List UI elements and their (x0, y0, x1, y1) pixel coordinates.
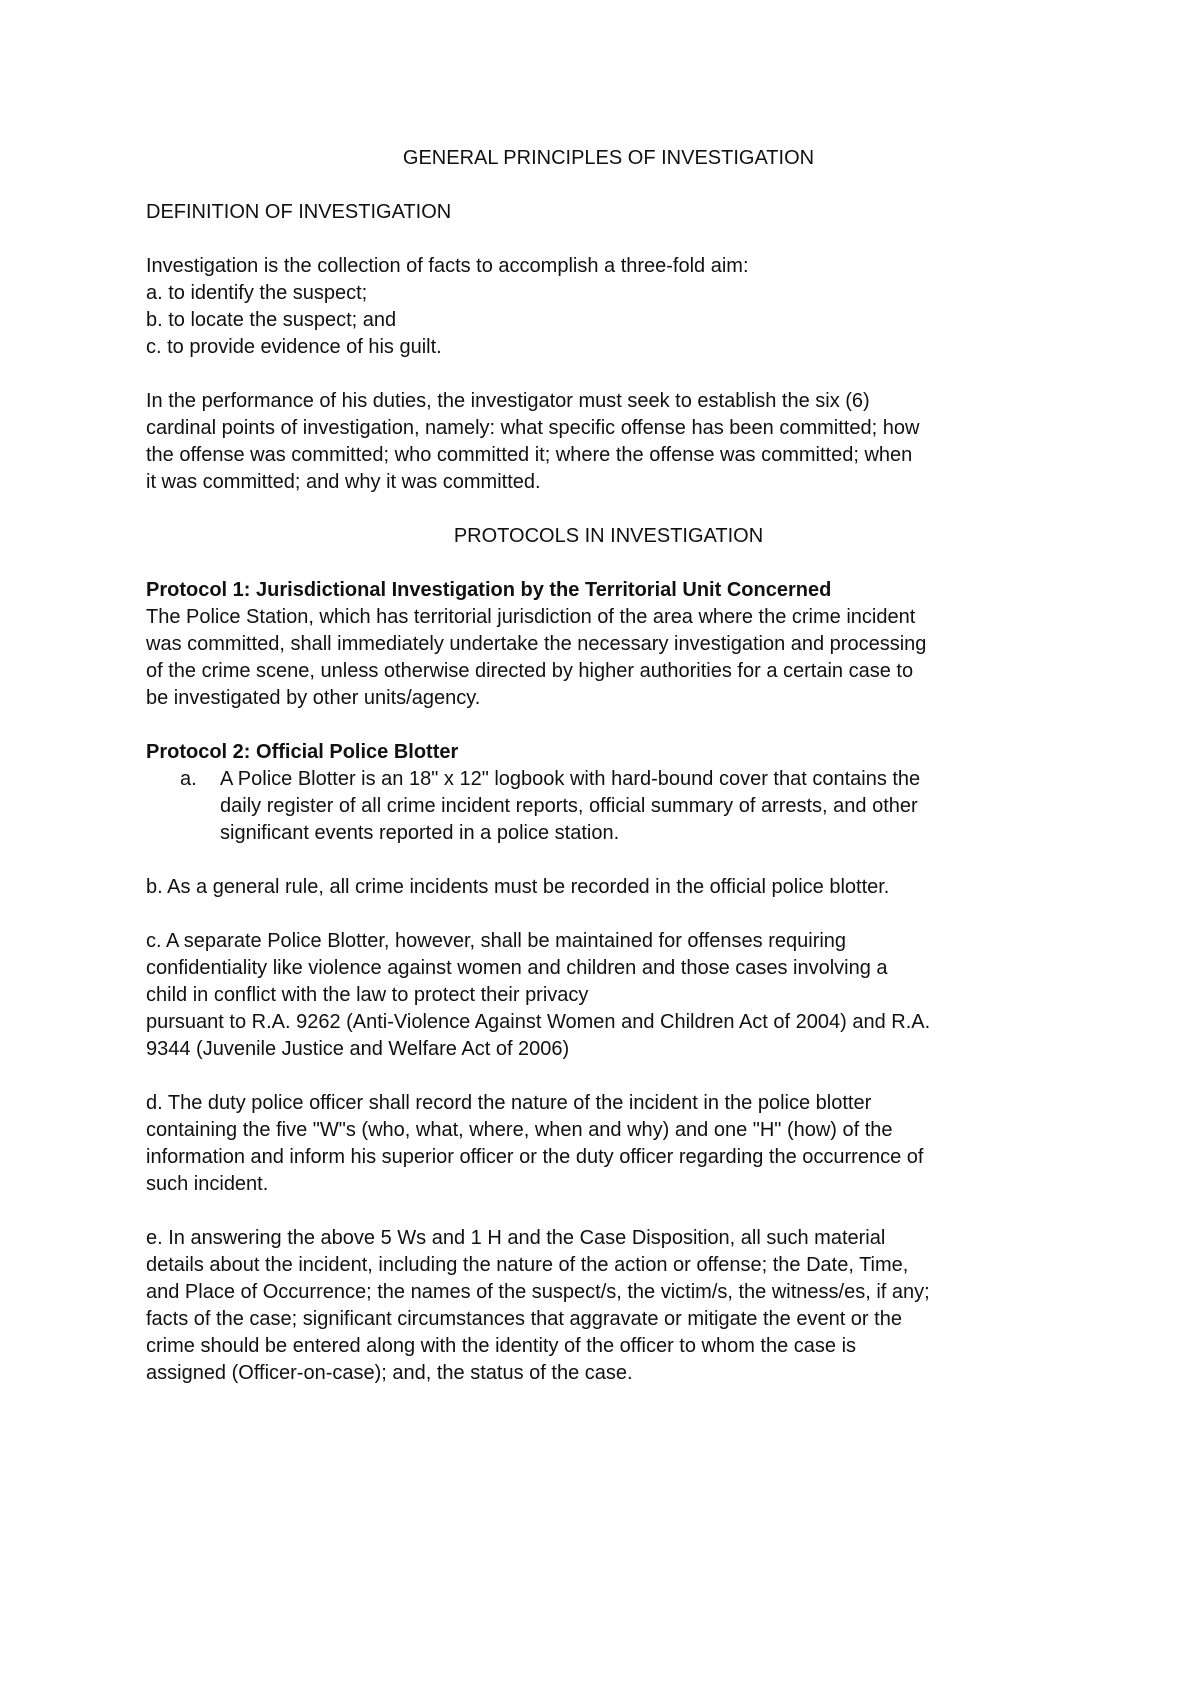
spacer (146, 847, 1071, 874)
document-body (146, 145, 1071, 1387)
protocol-2-item-d (146, 1090, 1071, 1198)
paragraph-line: of the crime scene, unless otherwise directed by higher authorities for a certain case to (146, 660, 914, 682)
paragraph-line: In the performance of his duties, the investigator must seek to establish the six (6) (146, 390, 870, 412)
paragraph-line: assigned (Officer-on-case); and, the status of the case. (146, 1362, 633, 1384)
list-item-body (220, 766, 1071, 847)
spacer (146, 1198, 1071, 1225)
spacer (146, 226, 1071, 253)
document-title: GENERAL PRINCIPLES OF INVESTIGATION (402, 147, 815, 169)
protocol-2-item-e (146, 1225, 1071, 1387)
spacer (146, 172, 1071, 199)
spacer (146, 550, 1071, 577)
paragraph-line: A Police Blotter is an 18" x 12" logbook with hard-bound cover that contains the (220, 768, 921, 790)
paragraph-line: information and inform his superior officer or the duty officer regarding the occurrence of (146, 1146, 924, 1168)
paragraph-line: such incident. (146, 1173, 269, 1195)
list-marker: a. (180, 768, 197, 790)
paragraph-line: it was committed; and why it was committed. (146, 471, 541, 493)
definition-intro: Investigation is the collection of facts to accomplish a three-fold aim: (146, 255, 749, 277)
paragraph-line: pursuant to R.A. 9262 (Anti-Violence Against Women and Children Act of 2004) and R.A. (146, 1011, 931, 1033)
paragraph-line: was committed, shall immediately undertake the necessary investigation and processing (146, 633, 927, 655)
aim-item: a. to identify the suspect; (146, 282, 368, 304)
paragraph-line: the offense was committed; who committed it; where the offense was committed; when (146, 444, 913, 466)
paragraph-line: c. A separate Police Blotter, however, shall be maintained for offenses requiring (146, 930, 847, 952)
protocol-2-item-a (146, 766, 1071, 847)
spacer (146, 1063, 1071, 1090)
paragraph-line: significant events reported in a police station. (220, 822, 620, 844)
paragraph-line: child in conflict with the law to protect their privacy (146, 984, 589, 1006)
protocol-1-paragraph (146, 604, 1071, 712)
paragraph-line: cardinal points of investigation, namely: what specific offense has been committed; how (146, 417, 920, 439)
paragraph-line: be investigated by other units/agency. (146, 687, 481, 709)
paragraph-line: facts of the case; significant circumstances that aggravate or mitigate the event or the (146, 1308, 902, 1330)
spacer (146, 496, 1071, 523)
paragraph-line: daily register of all crime incident reports, official summary of arrests, and other (220, 795, 918, 817)
paragraph-line: details about the incident, including the nature of the action or offense; the Date, Time, (146, 1254, 909, 1276)
paragraph-line: e. In answering the above 5 Ws and 1 H and the Case Disposition, all such material (146, 1227, 886, 1249)
protocol-2-item-c (146, 928, 1071, 1063)
paragraph-line: d. The duty police officer shall record the nature of the incident in the police blotter (146, 1092, 872, 1114)
paragraph-line: crime should be entered along with the identity of the officer to whom the case is (146, 1335, 857, 1357)
protocol-1-title: Protocol 1: Jurisdictional Investigation by the Territorial Unit Concerned (146, 579, 832, 601)
definition-heading: DEFINITION OF INVESTIGATION (146, 201, 452, 223)
protocols-heading: PROTOCOLS IN INVESTIGATION (453, 525, 764, 547)
spacer (146, 901, 1071, 928)
protocol-2-title: Protocol 2: Official Police Blotter (146, 741, 459, 763)
aim-item: b. to locate the suspect; and (146, 309, 397, 331)
paragraph-line: confidentiality like violence against women and children and those cases involving a (146, 957, 888, 979)
definition-intro-paragraph (146, 253, 1071, 361)
paragraph-line: containing the five "W"s (who, what, where, when and why) and one "H" (how) of the (146, 1119, 893, 1141)
paragraph-line: The Police Station, which has territorial jurisdiction of the area where the crime incident (146, 606, 916, 628)
spacer (146, 361, 1071, 388)
cardinal-points-paragraph (146, 388, 1071, 496)
spacer (146, 712, 1071, 739)
protocol-2-item-b (146, 874, 1071, 901)
paragraph-line: 9344 (Juvenile Justice and Welfare Act of 2006) (146, 1038, 570, 1060)
paragraph-line: b. As a general rule, all crime incidents must be recorded in the official police blotter. (146, 876, 890, 898)
aim-item: c. to provide evidence of his guilt. (146, 336, 442, 358)
paragraph-line: and Place of Occurrence; the names of the suspect/s, the victim/s, the witness/es, if any; (146, 1281, 930, 1303)
